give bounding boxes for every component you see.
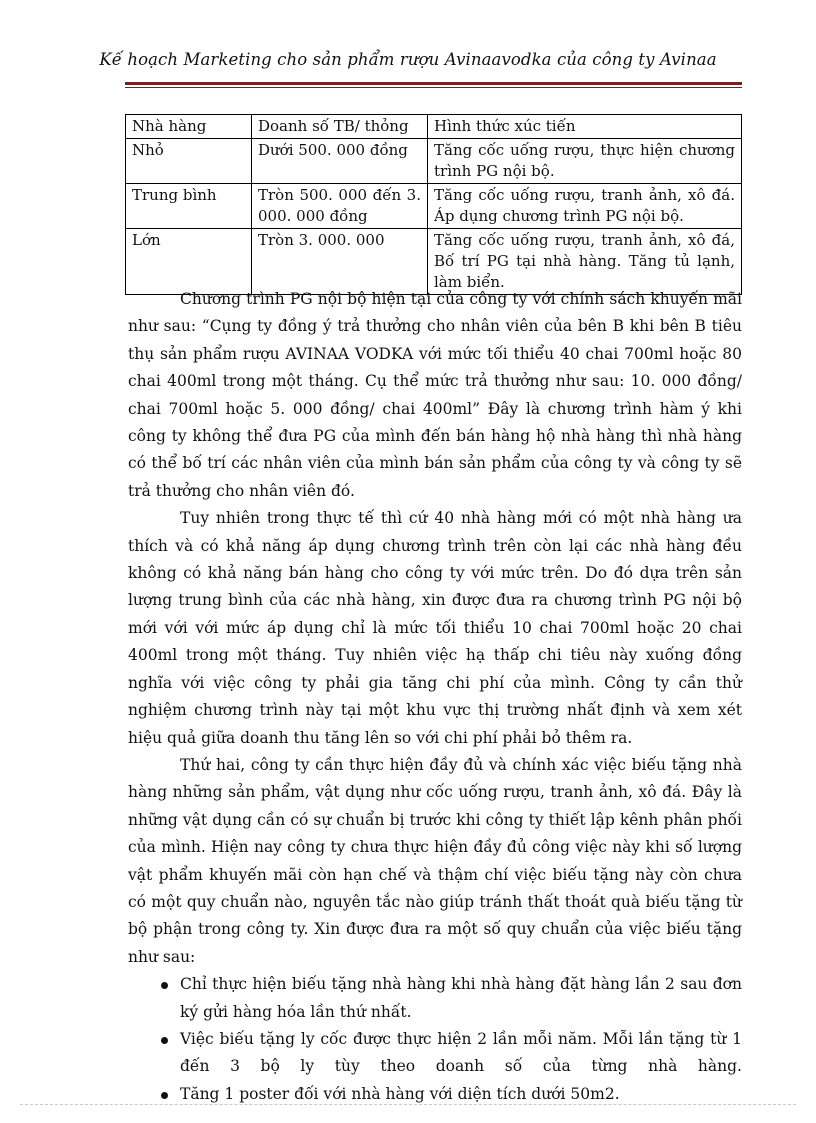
- table-cell: Dưới 500. 000 đồng: [252, 139, 428, 184]
- table-header-row: [126, 115, 742, 139]
- header-divider-thick: [125, 82, 742, 85]
- list-item: [128, 971, 742, 1026]
- table-cell: Tăng cốc uống rượu, tranh ảnh, xô đá, Bố trí PG tại nhà hàng. Tăng tủ lạnh, làm biển.: [428, 229, 742, 295]
- table-cell: Trung bình: [126, 184, 252, 229]
- table-row: [126, 139, 742, 184]
- paragraph: Chương trình PG nội bộ hiện tại của công ty với chính sách khuyến mãi như sau: “Cụng ty đồng ý trả thưởng cho nhân viên của bên B khi bên B tiêu thụ sản phẩm rượu AVINAA VODKA với mức tối thiểu 40 chai 700ml hoặc 80 chai 400ml trong một tháng. Cụ thể mức trả thưởng như sau: 10. 000 đồng/ chai 700ml hoặc 5. 000 đồng/ chai 400ml” Đây là chương trình hàm ý khi công ty không thể đưa PG của mình đến bán hàng hộ nhà hàng thì nhà hàng có thể bố trí các nhân viên của mình bán sản phẩm của công ty và công ty sẽ trả thưởng cho nhân viên đó.: [128, 290, 742, 500]
- table-cell: Tròn 500. 000 đến 3. 000. 000 đồng: [252, 184, 428, 229]
- promotion-table: [125, 114, 742, 295]
- table-row: [126, 229, 742, 295]
- table-cell: Tăng cốc uống rượu, thực hiện chương trình PG nội bộ.: [428, 139, 742, 184]
- list-item: [128, 1026, 742, 1081]
- bullet-dot-icon: [161, 1037, 168, 1044]
- list-item-text: Tăng 1 poster đối với nhà hàng với diện tích dưới 50m2.: [180, 1084, 620, 1103]
- page-bottom-divider: [20, 1104, 796, 1105]
- header-divider-thin: [125, 87, 742, 88]
- document-body: [128, 286, 742, 1108]
- paragraph: Tuy nhiên trong thực tế thì cứ 40 nhà hàng mới có một nhà hàng ưa thích và có khả năng áp dụng chương trình trên còn lại các nhà hàng đều không có khả năng bán hàng cho công ty với mức trên. Do đó dựa trên sản lượng trung bình của các nhà hàng, xin được đưa ra chương trình PG nội bộ mới với với mức áp dụng chỉ là mức tối thiểu 10 chai 700ml hoặc 20 chai 400ml trong một tháng. Tuy nhiên việc hạ thấp chi tiêu này xuống đồng nghĩa với việc công ty phải gia tăng chi phí của mình. Công ty cần thử nghiệm chương trình này tại một khu vực thị trường nhất định và xem xét hiệu quả giữa doanh thu tăng lên so với chi phí phải bỏ thêm ra.: [128, 509, 742, 747]
- list-item-text: Chỉ thực hiện biếu tặng nhà hàng khi nhà hàng đặt hàng lần 2 sau đơn ký gửi hàng hóa lần thứ nhất.: [180, 975, 742, 1021]
- table-header-cell: Doanh số TB/ thỏng: [252, 115, 428, 139]
- table-cell: Tròn 3. 000. 000: [252, 229, 428, 295]
- page-header-title: Kế hoạch Marketing cho sản phẩm rượu Avinaavodka của công ty Avinaa: [99, 50, 717, 69]
- table-header-cell: Hình thức xúc tiến: [428, 115, 742, 139]
- table-cell: Tăng cốc uống rượu, tranh ảnh, xô đá. Áp dụng chương trình PG nội bộ.: [428, 184, 742, 229]
- bullet-dot-icon: [161, 982, 168, 989]
- paragraph: Thứ hai, công ty cần thực hiện đầy đủ và chính xác việc biếu tặng nhà hàng những sản phẩm, vật dụng như cốc uống rượu, tranh ảnh, xô đá. Đây là những vật dụng cần có sự chuẩn bị trước khi công ty thiết lập kênh phân phối của mình. Hiện nay công ty chưa thực hiện đầy đủ công việc này khi số lượng vật phẩm khuyến mãi còn hạn chế và thậm chí việc biếu tặng này còn chưa có một quy chuẩn nào, nguyên tắc nào giúp tránh thất thoát quà biếu tặng từ bộ phận trong công ty. Xin được đưa ra một số quy chuẩn của việc biếu tặng như sau:: [128, 755, 742, 966]
- table-header-cell: Nhà hàng: [126, 115, 252, 139]
- table-cell: Lớn: [126, 229, 252, 295]
- bullet-list: [128, 971, 742, 1108]
- table-cell: Nhỏ: [126, 139, 252, 184]
- bullet-dot-icon: [161, 1092, 168, 1099]
- list-item-text: Việc biếu tặng ly cốc được thực hiện 2 lần mỗi năm. Mỗi lần tặng từ 1 đến 3 bộ ly tùy theo doanh số của từng nhà hàng.: [180, 1029, 742, 1076]
- table-row: [126, 184, 742, 229]
